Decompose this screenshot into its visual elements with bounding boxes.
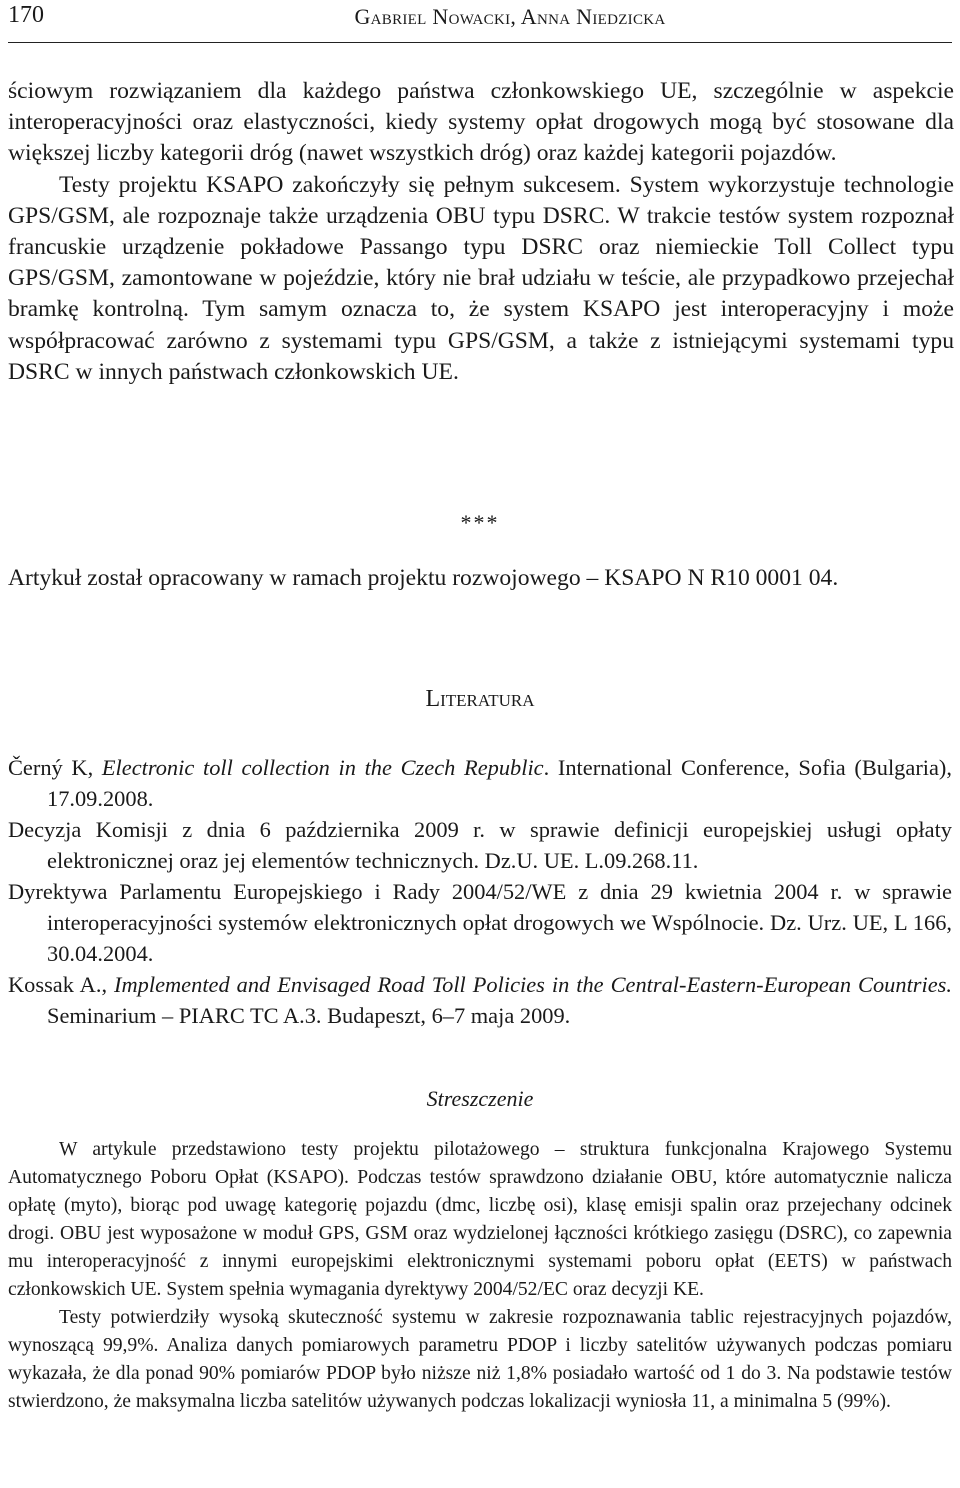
page-number: 170 (8, 2, 44, 28)
reference-author: Černý K, (8, 755, 102, 780)
page-header (8, 0, 952, 43)
reference-item (8, 814, 952, 876)
summary-heading: Streszczenie (426, 1086, 534, 1111)
reference-item (8, 876, 952, 969)
summary-paragraph: W artykule przedstawiono testy projektu pilotażowego – struktura funkcjonalna Krajowego Systemu Automatycznego Poboru Opłat (KSAPO). Podczas testów sprawdzono działanie OBU, które automatycznie nalicza opłatę (myto), biorąc pod uwagę kategorię pojazdu (dmc, liczbę osi), klasę emisji spalin oraz przejechany odcinek drogi. OBU jest wyposażone w moduł GPS, GSM oraz wydzielonej łączności krótkiego zasięgu (DSRC), co zapewnia mu interoperacyjność z innymi europejskimi elektronicznymi systemami poboru opłat (EETS) w państwach członkowskich UE. System spełnia wymagania dyrektywy 2004/52/EC oraz decyzji KE. (8, 1139, 952, 1300)
reference-list (8, 752, 952, 1031)
reference-details: Dyrektywa Parlamentu Europejskiego i Rady 2004/52/WE z dnia 29 kwietnia 2004 r. w sprawie interoperacyjności systemów elektronicznych opłat drogowych we Wspólnocie. Dz. Urz. UE, L 166, 30.04.2004. (8, 879, 952, 966)
summary-text (8, 1136, 952, 1416)
section-separator: *** (460, 510, 500, 535)
body-paragraph: Testy projektu KSAPO zakończyły się pełnym sukcesem. System wykorzystuje technologie GPS/GSM, ale rozpoznaje także urządzenia OBU typu DSRC. W trakcie testów system rozpoznał francuskie urządzenie pokładowe Passango typu DSRC oraz niemieckie Toll Collect typu GPS/GSM, zamontowane w pojeździe, który nie brał udziału w teście, ale przypadkowo przejechał bramkę kontrolną. Tym samym oznacza to, że system KSAPO jest interoperacyjny i może współpracować zarówno z systemami typu GPS/GSM, a także z istniejącymi systemami typu DSRC w innych państwach członkowskich UE. (8, 171, 954, 385)
body-paragraph: ściowym rozwiązaniem dla każdego państwa członkowskiego UE, szczególnie w aspekcie interoperacyjności oraz elastyczności, kiedy systemy opłat drogowych mogą być stosowane dla większej liczby kategorii dróg (nawet wszystkich dróg) oraz każdej kategorii pojazdów. (8, 78, 954, 167)
literature-heading: Literatura (425, 686, 535, 712)
reference-details: Seminarium – PIARC TC A.3. Budapeszt, 6–7 maja 2009. (47, 1003, 571, 1028)
reference-author: Kossak A., (8, 972, 115, 997)
main-body-text (8, 76, 954, 388)
reference-title: Electronic toll collection in the Czech Republic (101, 755, 544, 780)
reference-details: Decyzja Komisji z dnia 6 października 2009 r. w sprawie definicji europejskiej usługi opłaty elektronicznej oraz jej elementów technicznych. Dz.U. UE. L.09.268.11. (8, 817, 952, 873)
reference-item (8, 752, 952, 814)
reference-item (8, 969, 952, 1031)
acknowledgement-note: Artykuł został opracowany w ramach projektu rozwojowego – KSAPO N R10 0001 04. (8, 565, 839, 591)
reference-title: Implemented and Envisaged Road Toll Policies in the Central-Eastern-European Countries. (114, 972, 952, 997)
running-head-authors: Gabriel Nowacki, Anna Niedzicka (354, 4, 666, 29)
reference-details: . International Conference, Sofia (Bulgaria), 17.09.2008. (47, 755, 952, 811)
summary-paragraph: Testy potwierdziły wysoką skuteczność systemu w zakresie rozpoznawania tablic rejestracyjnych pojazdów, wynoszącą 99,9%. Analiza danych pomiarowych parametru PDOP i liczby satelitów używanych podczas pomiaru wykazała, że dla ponad 90% pomiarów PDOP było niższe niż 1,8% posiadało wartość od 1 do 3. Na podstawie testów stwierdzono, że maksymalna liczba satelitów używanych podczas lokalizacji wyniosła 11, a minimalna 5 (99%). (8, 1307, 952, 1412)
